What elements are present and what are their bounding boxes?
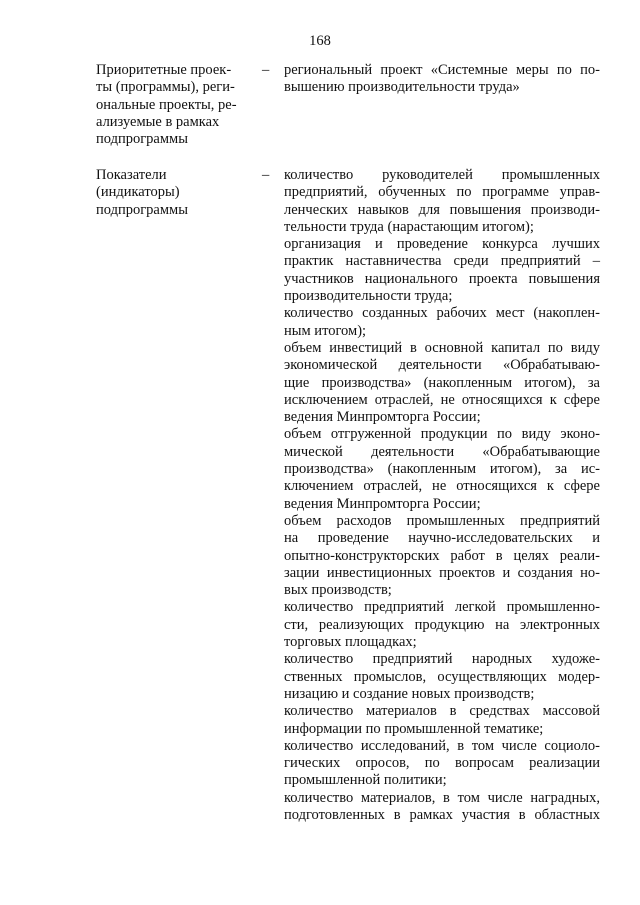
content-line: количество предприятий легкой промышленно- [284, 599, 600, 616]
content-line: подготовленных в рамках участия в областных [284, 806, 600, 823]
label-line: подпрограммы [96, 131, 188, 148]
dash-separator: – [262, 167, 270, 183]
content-line: производительности труда; [284, 288, 453, 305]
content-line: количество руководителей промышленных [284, 167, 600, 183]
content-line: торговых площадках; [284, 634, 417, 651]
content-line: количество материалов, в том числе наградных, [284, 789, 600, 806]
content-line: мической деятельности «Обрабатывающие [284, 443, 600, 460]
content-line: вых производств; [284, 582, 392, 599]
content-line: количество созданных рабочих мест (накоплен- [284, 305, 600, 322]
content-line: промышленной политики; [284, 772, 447, 789]
content-line: ведения Минпромторга России; [284, 495, 481, 512]
label-line: ональные проекты, ре- [96, 96, 237, 113]
section-content [284, 167, 600, 824]
content-line: информации по промышленной тематике; [284, 720, 544, 737]
content-line: количество предприятий народных художе- [284, 651, 600, 668]
content-line: участников национального проекта повышения [284, 270, 600, 287]
dash-separator: – [262, 62, 270, 78]
content-line: на проведение научно-исследовательских и [284, 530, 600, 547]
content-line: ственных промыслов, осуществляющих модер- [284, 668, 600, 685]
content-line: сти, реализующих продукцию на электронных [284, 616, 600, 633]
content-line: щие производства» (накопленным итогом), за [284, 374, 600, 391]
label-line: ты (программы), реги- [96, 79, 235, 96]
content-line: низацию и создание новых производств; [284, 685, 535, 702]
content-line: опытно-конструкторских работ в целях реали- [284, 547, 600, 564]
label-line: (индикаторы) [96, 184, 180, 201]
page-number: 168 [309, 33, 331, 49]
label-line: Показатели [96, 167, 167, 183]
label-line: Приоритетные проек- [96, 62, 232, 78]
section-content [284, 62, 600, 97]
content-line: объем расходов промышленных предприятий [284, 512, 600, 529]
content-line: предприятий, обученных по программе управ- [284, 184, 600, 201]
content-line: экономической деятельности «Обрабатываю- [284, 357, 600, 374]
content-line: объем инвестиций в основной капитал по виду [284, 339, 600, 356]
content-line: региональный проект «Системные меры по по- [284, 62, 600, 78]
content-line: ключением отраслей, не относящихся к сфере [284, 478, 600, 495]
content-line: производства» (накопленным итогом), за ис- [284, 461, 600, 478]
section-label [96, 167, 256, 219]
section-label [96, 62, 256, 148]
label-line: ализуемые в рамках [96, 113, 220, 130]
content-line: тельности труда (нарастающим итогом); [284, 218, 534, 235]
content-line: организация и проведение конкурса лучших [284, 236, 600, 253]
content-line: гических опросов, по вопросам реализации [284, 755, 600, 772]
content-line: практик наставничества среди предприятий – [284, 253, 600, 270]
content-line: исключением отраслей, не относящихся к сфере [284, 391, 600, 408]
content-line: вышению производительности труда» [284, 79, 520, 96]
content-line: ленческих навыков для повышения производи- [284, 201, 600, 218]
content-line: зации инвестиционных проектов и создания но- [284, 564, 600, 581]
content-line: количество исследований, в том числе социоло- [284, 737, 600, 754]
content-line: количество материалов в средствах массовой [284, 703, 600, 720]
content-line: объем отгруженной продукции по виду эконо- [284, 426, 600, 443]
content-line: ведения Минпромторга России; [284, 409, 481, 426]
content-line: ным итогом); [284, 322, 367, 339]
label-line: подпрограммы [96, 201, 188, 218]
